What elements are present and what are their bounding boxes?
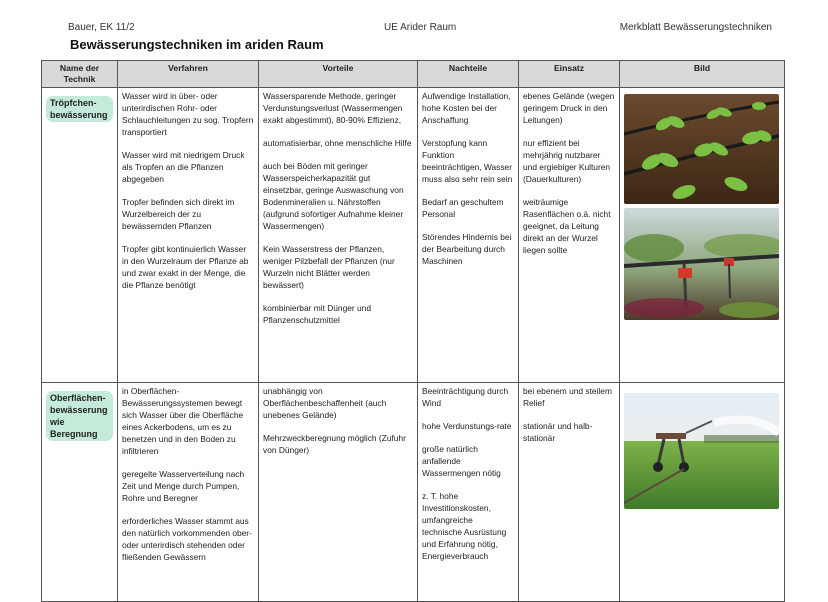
- cell-vorteile: [259, 383, 418, 602]
- seedlings-drip-image: [624, 94, 779, 204]
- col-header-bild: Bild: [620, 61, 785, 88]
- text-block: auch bei Böden mit geringer Wasserspeicherkapazität gut einsetzbar, geringe Auswaschung von Bodenmineralien u. Nährstoffen (aufgrund sofortiger Aufnahme kleiner Wassermengen): [263, 161, 404, 231]
- text-block: Verstopfung kann Funktion beeinträchtigen, Wasser muss also sehr rein sein: [422, 138, 513, 184]
- text-block: hohe Verdunstungs-rate: [422, 421, 512, 431]
- text-block: Wasser wird mit niedrigem Druck als Tropfen an die Pflanzen abgegeben: [122, 150, 245, 184]
- cell-einsatz: [519, 88, 620, 383]
- cell-vorteile: [259, 88, 418, 383]
- table-header-row: [42, 61, 785, 88]
- technique-name: Oberflächen-bewässerung wie Beregnung: [46, 391, 113, 441]
- seedlings-drip-photo: [624, 94, 779, 204]
- cell-verfahren: [118, 383, 259, 602]
- table-row-sprinkler: [42, 383, 785, 602]
- sprinkler-image: [624, 393, 779, 509]
- text-block: Mehrzweckberegnung möglich (Zufuhr von Dünger): [263, 433, 406, 455]
- text-block: Tropfer gibt kontinuierlich Wasser in den Wurzelraum der Pflanze ab und zwar exakt in der Menge, die die Pflanze benötigt: [122, 244, 249, 290]
- col-header-einsatz: Einsatz: [519, 61, 620, 88]
- text-block: geregelte Wasserverteilung nach Zeit und Menge durch Pumpen, Rohre und Beregner: [122, 469, 245, 503]
- dripper-closeup-photo: [624, 208, 779, 320]
- cell-verfahren: [118, 88, 259, 383]
- cell-name: [42, 88, 118, 383]
- text-block: Wassersparende Methode, geringer Verdunstungsverlust (Wassermengen exakt abgestimmt), 80-90% Effizienz,: [263, 91, 403, 125]
- field-sprinkler-photo: [624, 393, 779, 509]
- page-title: Bewässerungstechniken im ariden Raum: [70, 37, 324, 52]
- header-sheet: Merkblatt Bewässerungstechniken: [619, 22, 772, 33]
- header-author: Bauer, EK 11/2: [68, 22, 135, 33]
- text-block: ebenes Gelände (wegen geringem Druck in den Leitungen): [523, 91, 615, 125]
- text-block: weiträumige Rasenflächen o.ä. nicht geeignet, da Leitung direkt an der Wurzel liegen sollte: [523, 197, 611, 255]
- text-block: Aufwendige Installation, hohe Kosten bei der Anschaffung: [422, 91, 511, 125]
- cell-bild: [620, 383, 785, 602]
- text-block: erforderliches Wasser stammt aus den natürlich vorkommenden ober- oder unterirdisch stehenden oder fließenden Gewässern: [122, 516, 252, 562]
- col-header-nachteile: Nachteile: [418, 61, 519, 88]
- text-block: z. T. hohe Investitionskosten, umfangreiche technische Ausrüstung und Erfahrung nötig, Energieverbrauch: [422, 491, 507, 561]
- col-header-vorteile: Vorteile: [259, 61, 418, 88]
- text-block: Wasser wird in über- oder unterirdischen Rohr- oder Schlauchleitungen zu sog. Tropfern transportiert: [122, 91, 254, 137]
- text-block: Kein Wasserstress der Pflanzen, weniger Pilzbefall der Pflanzen (nur Wurzeln nicht Blätter werden bewässert): [263, 244, 395, 290]
- col-header-verfahren: Verfahren: [118, 61, 259, 88]
- text-block: stationär und halb-stationär: [523, 421, 593, 443]
- text-block: große natürlich anfallende Wassermengen nötig: [422, 444, 501, 478]
- text-block: kombinierbar mit Dünger und Pflanzenschutzmittel: [263, 303, 371, 325]
- text-block: Bedarf an geschultem Personal: [422, 197, 504, 219]
- techniques-table: [41, 60, 785, 602]
- header-course: UE Arider Raum: [384, 22, 457, 33]
- text-block: unabhängig von Oberflächenbeschaffenheit (auch unebenes Gelände): [263, 386, 387, 420]
- cell-nachteile: [418, 88, 519, 383]
- cell-nachteile: [418, 383, 519, 602]
- cell-bild: [620, 88, 785, 383]
- dripper-image: [624, 208, 779, 320]
- text-block: Beeinträchtigung durch Wind: [422, 386, 509, 408]
- technique-name: Tröpfchen-bewässerung: [46, 96, 113, 122]
- text-block: Tropfer befinden sich direkt im Wurzelbereich der zu bewässernden Pflanzen: [122, 197, 235, 231]
- table-row-drip: [42, 88, 785, 383]
- text-block: automatisierbar, ohne menschliche Hilfe: [263, 138, 412, 148]
- text-block: nur effizient bei mehrjährig nutzbarer und ergiebiger Kulturen (Dauerkulturen): [523, 138, 611, 184]
- col-header-name: Name der Technik: [42, 61, 118, 88]
- text-block: Störendes Hindernis bei der Bearbeitung durch Maschinen: [422, 232, 512, 266]
- text-block: bei ebenem und steilem Relief: [523, 386, 612, 408]
- cell-einsatz: [519, 383, 620, 602]
- cell-name: [42, 383, 118, 602]
- text-block: in Oberflächen-Bewässerungssystemen bewegt sich Wasser über die Oberfläche eines Ackerbodens, um es zu benetzen und in den Boden zu infiltrieren: [122, 386, 244, 456]
